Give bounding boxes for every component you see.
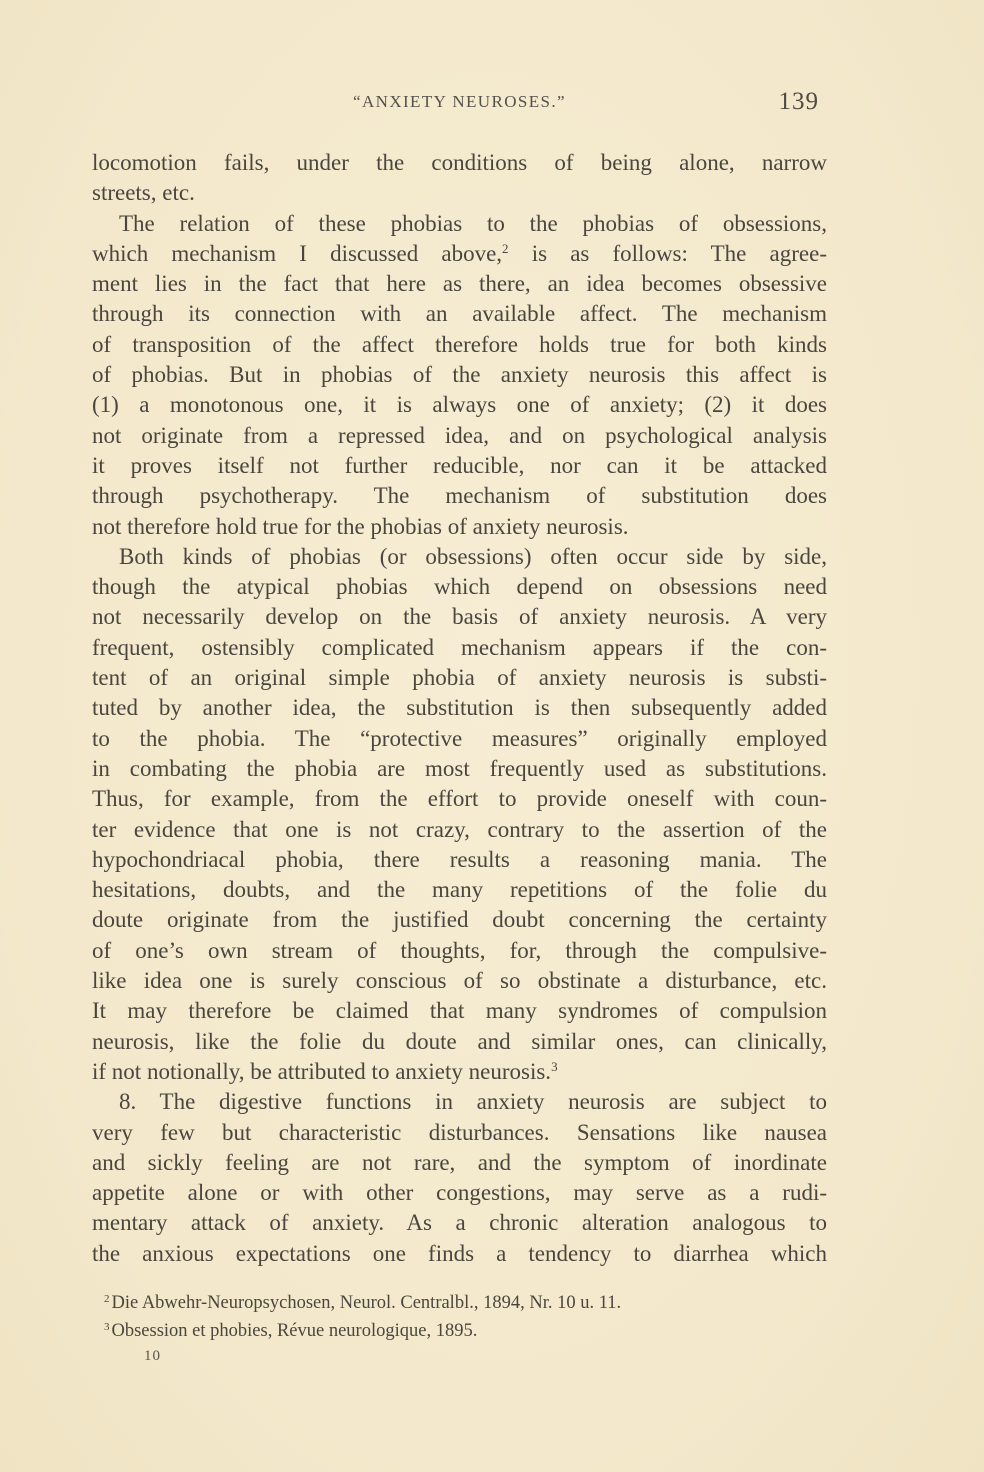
running-title: “ANXIETY NEUROSES.”	[353, 92, 566, 111]
text-line-content: and sickly feeling are not rare, and the symptom of inordinate	[92, 1149, 827, 1175]
text-line-content: of one’s own stream of thoughts, for, through the compulsive-	[92, 937, 827, 963]
text-line-content: of phobias. But in phobias of the anxiety neurosis this affect is	[92, 362, 827, 388]
text-line	[92, 572, 827, 602]
text-line	[92, 996, 827, 1026]
text-line-content: ter evidence that one is not crazy, contrary to the assertion of the	[92, 816, 827, 842]
footnote-text: Obsession et phobies, Révue neurologique, 1895.	[111, 1321, 478, 1341]
footnotes	[104, 1289, 824, 1345]
text-line	[92, 209, 827, 239]
page-number: 139	[778, 88, 819, 115]
text-line	[92, 966, 827, 996]
signature-mark: 10	[144, 1348, 161, 1364]
text-line-content: It may therefore be claimed that many syndromes of compulsion	[92, 998, 827, 1024]
text-line	[92, 360, 827, 390]
text-line	[92, 1027, 827, 1057]
text-line-content: The relation of these phobias to the phobias of obsessions,	[119, 210, 827, 236]
text-line	[92, 875, 827, 905]
text-line-content: ment lies in the fact that here as there, an idea becomes obsessive	[92, 271, 827, 297]
text-line	[92, 784, 827, 814]
text-line-content: frequent, ostensibly complicated mechanism appears if the con-	[92, 634, 827, 660]
footnote	[104, 1317, 824, 1345]
text-line	[92, 390, 827, 420]
text-line-content: 8. The digestive functions in anxiety neurosis are subject to	[119, 1089, 827, 1115]
text-line-content: locomotion fails, under the conditions of being alone, narrow	[92, 150, 827, 175]
text-line	[92, 905, 827, 935]
text-line	[92, 724, 827, 754]
text-line-content: not therefore hold true for the phobias of anxiety neurosis.	[92, 513, 629, 539]
text-line-content: very few but characteristic disturbances. Sensations like nausea	[92, 1119, 827, 1145]
text-line-content: not originate from a repressed idea, and on psychological analysis	[92, 422, 827, 448]
footnote-marker: 3	[104, 1321, 110, 1333]
text-line-content: tuted by another idea, the substitution is then subsequently added	[92, 695, 827, 721]
text-line	[92, 451, 827, 481]
text-line	[92, 421, 827, 451]
text-line-content: appetite alone or with other congestions, may serve as a rudi-	[92, 1180, 827, 1206]
text-line-content: streets, etc.	[92, 180, 195, 206]
text-line	[92, 602, 827, 632]
footnote-text: Die Abwehr-Neuropsychosen, Neurol. Centralbl., 1894, Nr. 10 u. 11.	[111, 1293, 622, 1313]
text-line-continuation: is as follows: The agree-	[508, 240, 827, 266]
text-line-content: to the phobia. The “protective measures” originally employed	[92, 725, 827, 751]
text-line-content: though the atypical phobias which depend on obsessions need	[92, 574, 827, 600]
text-line-content: if not notionally, be attributed to anxiety neurosis.	[92, 1058, 552, 1084]
body-text	[92, 148, 827, 1269]
running-head	[92, 90, 827, 126]
text-line	[92, 178, 827, 208]
text-line-content: which mechanism I discussed above,	[92, 240, 503, 266]
text-line	[92, 754, 827, 784]
text-line-content: neurosis, like the folie du doute and similar ones, can clinically,	[92, 1028, 827, 1054]
text-line-content: through its connection with an available affect. The mechanism	[92, 301, 827, 327]
text-line-content: Thus, for example, from the effort to provide oneself with coun-	[92, 786, 827, 812]
text-line	[92, 1118, 827, 1148]
text-line	[92, 845, 827, 875]
text-line	[92, 481, 827, 511]
text-line	[92, 1208, 827, 1238]
text-line	[92, 239, 827, 269]
text-line	[92, 1148, 827, 1178]
text-line-content: through psychotherapy. The mechanism of substitution does	[92, 483, 827, 509]
text-line	[92, 1057, 827, 1087]
footnote-reference[interactable]: 3	[551, 1058, 558, 1074]
text-line-content: tent of an original simple phobia of anxiety neurosis is substi-	[92, 665, 827, 691]
text-line	[92, 269, 827, 299]
footnote	[104, 1289, 824, 1317]
text-line-content: mentary attack of anxiety. As a chronic alteration analogous to	[92, 1210, 827, 1236]
text-line	[92, 542, 827, 572]
text-line-content: in combating the phobia are most frequently used as substitutions.	[92, 755, 827, 781]
text-line-content: the anxious expectations one finds a tendency to diarrhea which	[92, 1240, 827, 1266]
text-line-content: not necessarily develop on the basis of anxiety neurosis. A very	[92, 604, 827, 630]
text-line	[92, 663, 827, 693]
text-line	[92, 1087, 827, 1117]
text-line-content: like idea one is surely conscious of so obstinate a disturbance, etc.	[92, 968, 827, 994]
text-line	[92, 815, 827, 845]
text-line	[92, 936, 827, 966]
footnote-reference[interactable]: 2	[502, 240, 509, 256]
text-line-content: it proves itself not further reducible, nor can it be attacked	[92, 452, 827, 478]
text-line-content: hypochondriacal phobia, there results a reasoning mania. The	[92, 846, 827, 872]
text-line-content: doute originate from the justified doubt concerning the certainty	[92, 907, 827, 933]
footnote-marker: 2	[104, 1293, 110, 1305]
text-line	[92, 512, 827, 542]
text-line	[92, 330, 827, 360]
text-line-content: of transposition of the affect therefore holds true for both kinds	[92, 331, 827, 357]
text-line-content: hesitations, doubts, and the many repetitions of the folie du	[92, 877, 827, 903]
text-line	[92, 693, 827, 723]
text-line-content: (1) a monotonous one, it is always one of anxiety; (2) it does	[92, 392, 827, 418]
text-line-content: Both kinds of phobias (or obsessions) often occur side by side,	[119, 543, 827, 569]
text-line	[92, 633, 827, 663]
text-line	[92, 299, 827, 329]
text-line	[92, 1239, 827, 1269]
text-line	[92, 1178, 827, 1208]
text-line	[92, 148, 827, 178]
